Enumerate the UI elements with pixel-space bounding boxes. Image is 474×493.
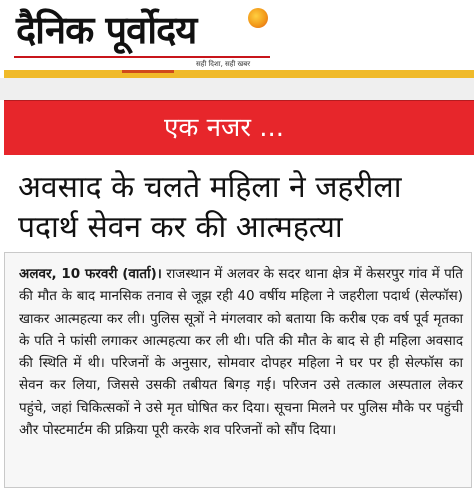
- section-title: एक नजर ...: [164, 113, 285, 143]
- accent-band-tick: [122, 70, 174, 73]
- article-body-text: राजस्थान में अलवर के सदर थाना क्षेत्र में केसरपुर गांव में पति की मौत के बाद मानसिक तनाव से जूझ रही 40 वर्षीय महिला ने जहरीला पदार्थ (सेल्फॉस) खाकर आत्महत्या कर ली। पुलिस सूत्रों ने मंगलवार को बताया कि करीब एक वर्ष पूर्व मृतका के पति ने फांसी लगाकर आत्महत्या कर ली थी। पति की मौत के बाद से ही महिला अवसाद की स्थिति में थी। परिजनों के अनुसार, सोमवार दोपहर महिला ने घर पर ही सेल्फॉस का सेवन कर लिया, जिससे उसकी तबीयत बिगड़ गई। परिजन उसे तत्काल अस्पताल लेकर पहुंचे, जहां चिकित्सकों ने उसे मृत घोषित कर दिया। सूचना मिलने पर पुलिस मौके पर पहुंची और पोस्टमार्टम की प्रक्रिया पूरी करके शव परिजनों को सौंप दिया।: [19, 266, 463, 439]
- masthead: [0, 0, 474, 78]
- accent-band: [4, 70, 474, 78]
- section-header: [4, 100, 474, 155]
- logo-underline: [14, 56, 270, 58]
- article-body-box: [4, 252, 472, 488]
- article-headline: अवसाद के चलते महिला ने जहरीला पदार्थ सेवन कर की आत्महत्या: [18, 170, 402, 245]
- newspaper-logo[interactable]: दैनिक पूर्वोदय: [16, 8, 197, 52]
- masthead-spacer: [0, 78, 474, 100]
- sun-icon: [248, 8, 268, 28]
- logo-tagline: सही दिशा, सही खबर: [196, 60, 251, 68]
- article-body: [19, 263, 463, 441]
- article-dateline: अलवर, 10 फरवरी (वार्ता)।: [19, 266, 162, 282]
